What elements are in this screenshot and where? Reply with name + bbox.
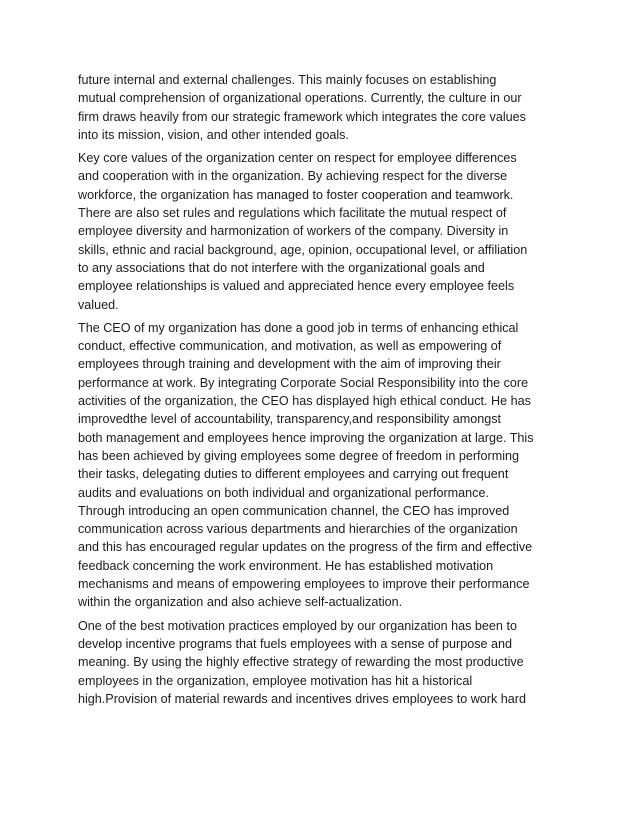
text-line: valued.	[78, 297, 119, 312]
text-line: both management and employees hence improving the organization at large. This	[78, 430, 534, 445]
text-line: performance at work. By integrating Corporate Social Responsibility into the core	[78, 375, 529, 390]
text-line: employees in the organization, employee motivation has hit a historical	[78, 673, 473, 688]
text-line: skills, ethnic and racial background, age, opinion, occupational level, or affiliation	[78, 242, 528, 257]
document-body	[78, 71, 568, 713]
text-line: develop incentive programs that fuels employees with a sense of purpose and	[78, 636, 513, 651]
text-line: firm draws heavily from our strategic framework which integrates the core values	[78, 109, 526, 124]
text-line: Through introducing an open communication channel, the CEO has improved	[78, 503, 510, 518]
text-line: has been achieved by giving employees some degree of freedom in performing	[78, 448, 520, 463]
text-line: into its mission, vision, and other intended goals.	[78, 127, 349, 142]
text-line: conduct, effective communication, and motivation, as well as empowering of	[78, 339, 502, 354]
text-line: One of the best motivation practices employed by our organization has been to	[78, 618, 517, 633]
text-line: high.Provision of material rewards and incentives drives employees to work hard	[78, 691, 526, 706]
paragraph-2	[78, 149, 568, 314]
text-line: activities of the organization, the CEO has displayed high ethical conduct. He has	[78, 394, 531, 409]
text-line: communication across various departments and hierarchies of the organization	[78, 522, 518, 537]
paragraph-3	[78, 319, 568, 612]
text-line: employee diversity and harmonization of workers of the company. Diversity in	[78, 224, 509, 239]
text-line: There are also set rules and regulations which facilitate the mutual respect of	[78, 206, 507, 221]
paragraph-4	[78, 617, 568, 708]
text-line: employee relationships is valued and appreciated hence every employee feels	[78, 279, 515, 294]
paragraph-1	[78, 71, 568, 144]
text-line: mutual comprehension of organizational operations. Currently, the culture in our	[78, 91, 522, 106]
text-line: meaning. By using the highly effective strategy of rewarding the most productive	[78, 655, 524, 670]
text-line: and cooperation with in the organization. By achieving respect for the diverse	[78, 169, 508, 184]
text-line: within the organization and also achieve self-actualization.	[78, 595, 403, 610]
text-line: workforce, the organization has managed to foster cooperation and teamwork.	[78, 187, 514, 202]
text-line: mechanisms and means of empowering employees to improve their performance	[78, 577, 530, 592]
text-line: Key core values of the organization center on respect for employee differences	[78, 151, 517, 166]
text-line: their tasks, delegating duties to different employees and carrying out frequent	[78, 467, 509, 482]
text-line: feedback concerning the work environment. He has established motivation	[78, 558, 494, 573]
text-line: to any associations that do not interfere with the organizational goals and	[78, 260, 485, 275]
text-line: employees through training and development with the aim of improving their	[78, 357, 501, 372]
text-line: The CEO of my organization has done a good job in terms of enhancing ethical	[78, 320, 519, 335]
text-line: and this has encouraged regular updates on the progress of the firm and effective	[78, 540, 533, 555]
text-line: future internal and external challenges. This mainly focuses on establishing	[78, 73, 497, 87]
text-line: improvedthe level of accountability, transparency,and responsibility amongst	[78, 412, 502, 427]
text-line: audits and evaluations on both individual and organizational performance.	[78, 485, 489, 500]
